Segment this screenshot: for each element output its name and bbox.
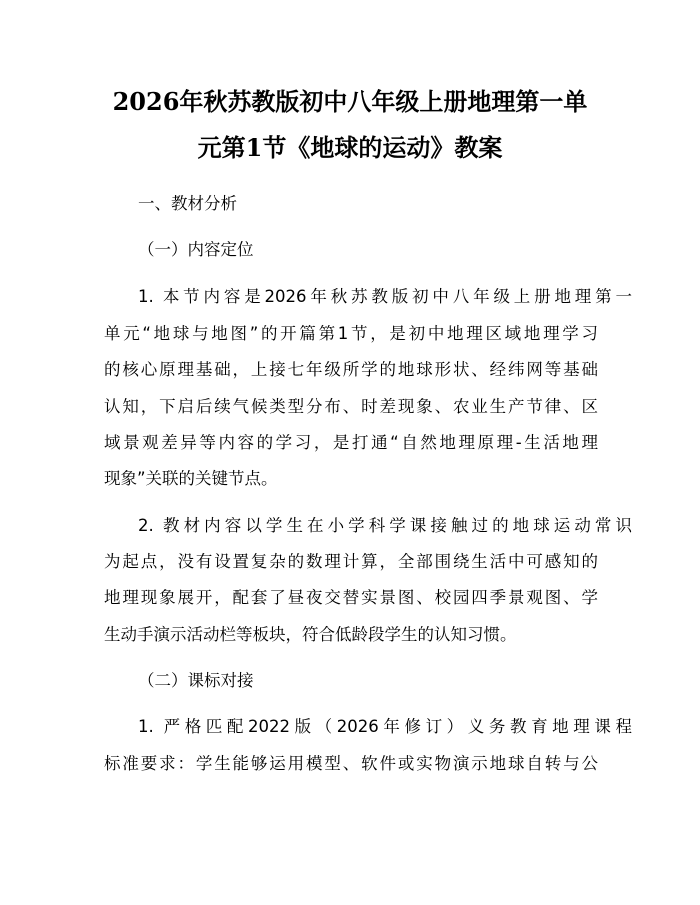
document-title-line-2: 元第1节《地球的运动》教案 — [197, 133, 503, 162]
paragraph-1-line-6: 现象”关联的关键节点。 — [104, 469, 278, 488]
paragraph-2-line-2: 为起点，没有设置复杂的数理计算，全部围绕生活中可感知的 — [104, 552, 598, 571]
paragraph-2-line-3: 地理现象展开，配套了昼夜交替实景图、校园四季景观图、学 — [104, 588, 598, 607]
paragraph-2-line-4: 生动手演示活动栏等板块，符合低龄段学生的认知习惯。 — [104, 625, 517, 644]
paragraph-2-line-1: 2. 教材内容以学生在小学科学课接触过的地球运动常识 — [138, 516, 632, 535]
paragraph-1-line-3: 的核心原理基础，上接七年级所学的地球形状、经纬网等基础 — [104, 360, 598, 379]
paragraph-1-line-4: 认知，下启后续气候类型分布、时差现象、农业生产节律、区 — [104, 397, 598, 416]
paragraph-3-line-1: 1. 严格匹配2022版（2026年修订）义务教育地理课程 — [138, 717, 632, 736]
paragraph-1-line-1: 1. 本节内容是2026年秋苏教版初中八年级上册地理第一 — [138, 287, 632, 306]
document-title-line-1: 2026年秋苏教版初中八年级上册地理第一单 — [112, 87, 588, 116]
subsection-heading-content-positioning: （一）内容定位 — [138, 240, 254, 259]
paragraph-3-line-2: 标准要求：学生能够运用模型、软件或实物演示地球自转与公 — [104, 754, 598, 773]
section-heading-textbook-analysis: 一、教材分析 — [138, 194, 237, 213]
subsection-heading-curriculum-alignment: （二）课标对接 — [138, 671, 254, 690]
paragraph-1-line-2: 单元“地球与地图”的开篇第1节，是初中地理区域地理学习 — [104, 324, 598, 343]
paragraph-1-line-5: 域景观差异等内容的学习，是打通“自然地理原理-生活地理 — [104, 433, 598, 452]
